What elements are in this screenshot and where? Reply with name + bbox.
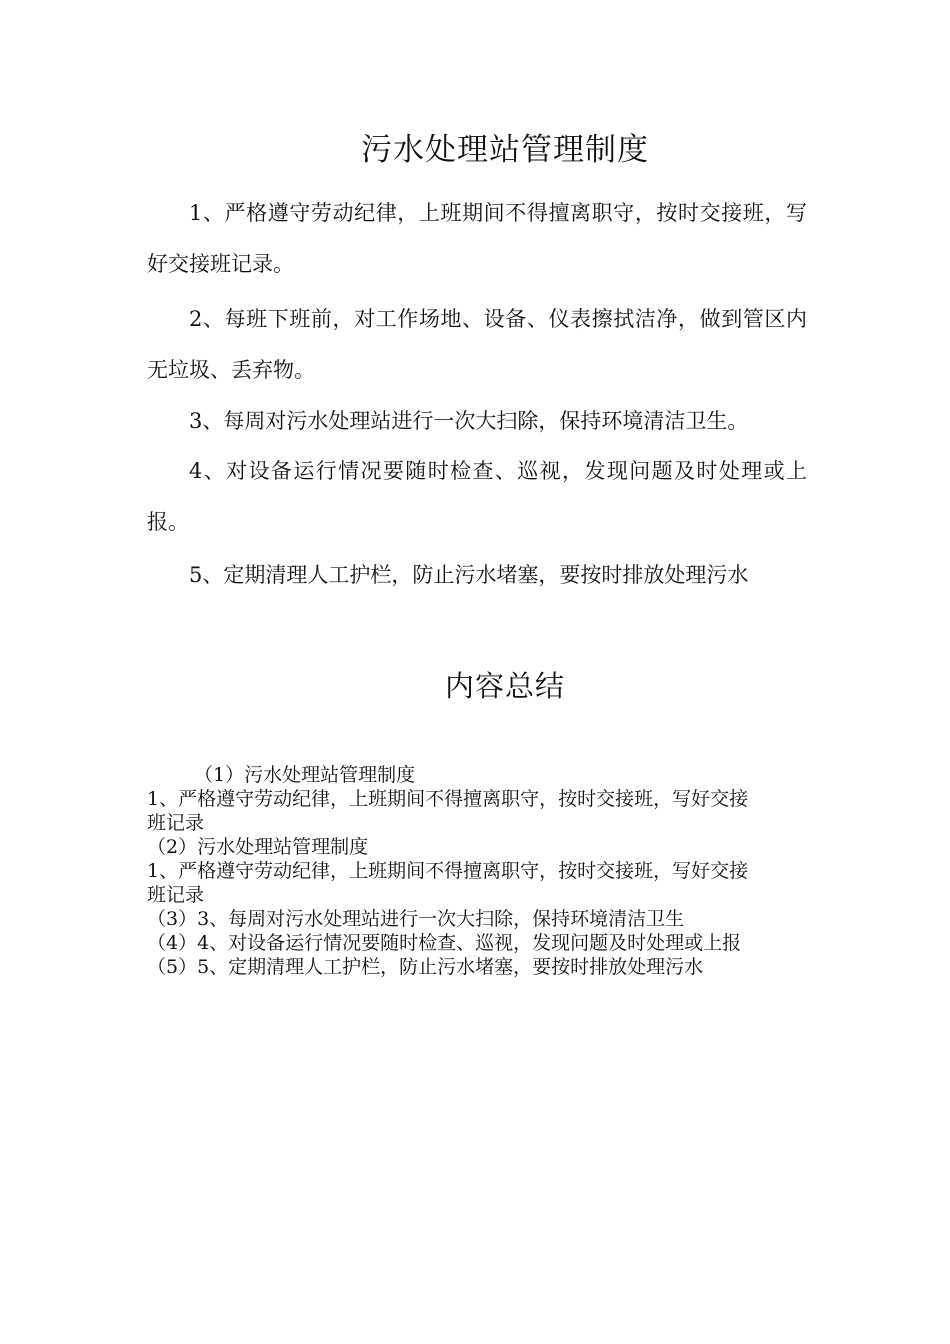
summary-line: （3）3、每周对污水处理站进行一次大扫除，保持环境清洁卫生: [147, 908, 685, 930]
rule-5: [147, 550, 807, 601]
rule-3-text: 3、每周对污水处理站进行一次大扫除，保持环境清洁卫生。: [189, 409, 749, 433]
summary-line: 班记录: [147, 884, 205, 906]
rule-1: [147, 188, 807, 290]
rule-3: [147, 396, 807, 447]
summary-line: （1）污水处理站管理制度: [194, 764, 416, 786]
rule-2: [147, 294, 807, 396]
summary-line: （2）污水处理站管理制度: [147, 836, 369, 858]
rule-4-text: 4、对设备运行情况要随时检查、巡视，发现问题及时处理或上报。: [147, 459, 807, 534]
rule-2-text: 2、每班下班前，对工作场地、设备、仪表擦拭洁净，做到管区内无垃圾、丢弃物。: [147, 307, 807, 382]
document-title: 污水处理站管理制度: [361, 132, 649, 168]
summary-line: 班记录: [147, 812, 205, 834]
summary-line: 1、严格遵守劳动纪律，上班期间不得擅离职守，按时交接班，写好交接: [147, 860, 749, 882]
summary-line: 1、严格遵守劳动纪律，上班期间不得擅离职守，按时交接班，写好交接: [147, 788, 749, 810]
summary-block: [147, 763, 807, 979]
rule-5-text: 5、定期清理人工护栏，防止污水堵塞，要按时排放处理污水: [189, 563, 749, 587]
rule-4: [147, 446, 807, 548]
summary-line: （5）5、定期清理人工护栏，防止污水堵塞，要按时排放处理污水: [147, 956, 704, 978]
summary-line: （4）4、对设备运行情况要随时检查、巡视，发现问题及时处理或上报: [147, 932, 742, 954]
summary-title: 内容总结: [444, 669, 565, 703]
rule-1-text: 1、严格遵守劳动纪律，上班期间不得擅离职守，按时交接班，写好交接班记录。: [147, 201, 807, 276]
